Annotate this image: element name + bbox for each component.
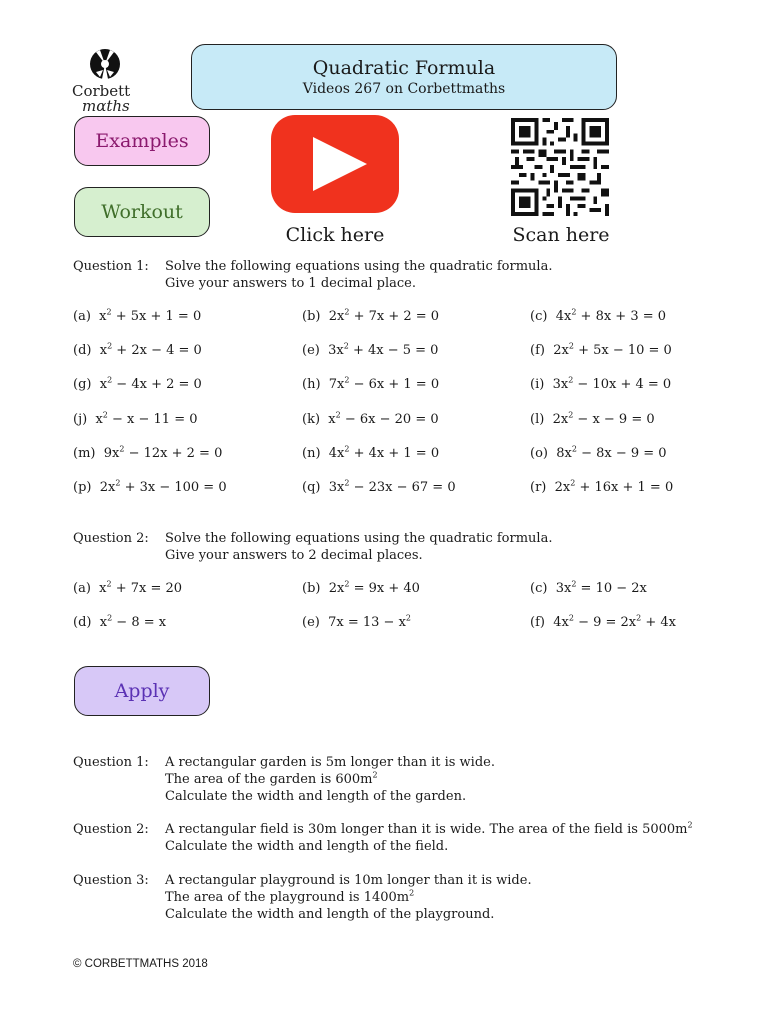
item-label: (h): [302, 377, 329, 393]
item-label: (b): [302, 581, 329, 596]
item-label: (l): [530, 411, 553, 427]
instruction-line: Give your answers to 2 decimal places.: [165, 548, 423, 563]
equation-item: (g) $x^2 - 4x + 2 = 0$: [73, 376, 202, 393]
question-label: Question 3:: [73, 873, 149, 888]
item-label: (b): [302, 309, 329, 324]
equation-item: (n) $4x^2 + 4x + 1 = 0$: [302, 444, 440, 461]
question-text: [165, 530, 552, 564]
equation-item: (h) $7x^2 - 6x + 1 = 0$: [302, 376, 440, 393]
corbettmaths-logo: [72, 48, 142, 114]
click-here-link[interactable]: Click here: [285, 224, 385, 246]
instruction-line: Solve the following equations using the quadratic formula.: [165, 259, 553, 274]
page-title: Quadratic Formula: [312, 57, 496, 79]
copyright-footer: © CORBETTMATHS 2018: [73, 958, 208, 970]
equation-item: (d) $x^2 - 8 = x$: [73, 613, 167, 631]
question-line: Calculate the width and length of the garden.: [165, 789, 467, 804]
title-box: [191, 44, 617, 110]
item-label: (q): [302, 480, 329, 495]
item-label: (a): [73, 581, 100, 596]
equation-item: (k) $x^2 - 6x - 20 = 0$: [302, 410, 439, 427]
question-label: Question 2:: [73, 531, 149, 546]
page-subtitle: Videos 267 on Corbettmaths: [302, 81, 506, 97]
instruction-line: Solve the following equations using the quadratic formula.: [165, 531, 553, 546]
item-label: (e): [302, 615, 329, 631]
qr-code-icon: [510, 118, 610, 216]
equation-item: (c) $4x^2 + 8x + 3 = 0$: [530, 307, 667, 324]
question-text: [165, 258, 552, 292]
question-line: Calculate the width and length of the playground.: [165, 907, 495, 922]
equation-item: (j) $x^2 - x - 11 = 0$: [73, 410, 198, 427]
question-line: A rectangular field is 30m longer than it is wide. The area of the field is $5000m^2$: [165, 820, 693, 837]
question-label: Question 2:: [73, 822, 149, 837]
workout-button[interactable]: Workout: [74, 187, 210, 237]
item-label: (j): [73, 411, 96, 427]
question-line: The area of the garden is $600m^2$: [165, 770, 378, 787]
question-text: [165, 872, 532, 923]
item-label: (e): [302, 343, 329, 359]
scan-here-label: Scan here: [512, 224, 610, 246]
equation-item: (b) $2x^2 = 9x + 40$: [302, 579, 420, 596]
equation-item: (d) $x^2 + 2x - 4 = 0$: [73, 341, 202, 359]
item-label: (a): [73, 309, 100, 324]
item-label: (g): [73, 377, 100, 393]
instruction-line: Give your answers to 1 decimal place.: [165, 276, 416, 291]
equation-item: (f) $2x^2 + 5x - 10 = 0$: [530, 341, 672, 359]
item-label: (i): [530, 377, 553, 393]
item-label: (d): [73, 615, 100, 631]
logo-text: Corbett: [72, 82, 131, 100]
item-label: (f): [530, 615, 554, 631]
apply-button[interactable]: Apply: [74, 666, 210, 716]
item-label: (c): [530, 581, 556, 596]
equation-item: (p) $2x^2 + 3x - 100 = 0$: [73, 478, 227, 495]
equation-item: (l) $2x^2 - x - 9 = 0$: [530, 410, 655, 427]
equation-item: (a) $x^2 + 7x = 20$: [73, 579, 183, 596]
equation-item: (e) $7x = 13 - x^2$: [302, 613, 411, 631]
equation-item: (f) $4x^2 - 9 = 2x^2 + 4x$: [530, 613, 676, 631]
item-label: (k): [302, 411, 329, 427]
item-label: (o): [530, 445, 557, 461]
item-label: (d): [73, 343, 100, 359]
logo-text-2: mαths: [82, 97, 130, 115]
equation-item: (o) $8x^2 - 8x - 9 = 0$: [530, 444, 667, 461]
question-line: A rectangular garden is 5m longer than it is wide.: [165, 755, 495, 770]
item-label: (p): [73, 480, 100, 495]
item-label: (c): [530, 309, 556, 324]
equation-item: (b) $2x^2 + 7x + 2 = 0$: [302, 307, 440, 324]
youtube-play-icon[interactable]: [271, 115, 399, 213]
equation-item: (a) $x^2 + 5x + 1 = 0$: [73, 307, 202, 324]
question-text: [165, 754, 495, 805]
item-label: (m): [73, 445, 104, 461]
equation-item: (q) $3x^2 - 23x - 67 = 0$: [302, 478, 456, 495]
examples-button[interactable]: Examples: [74, 116, 210, 166]
item-label: (n): [302, 445, 329, 461]
equation-item: (e) $3x^2 + 4x - 5 = 0$: [302, 341, 439, 359]
question-line: The area of the playground is $1400m^2$: [165, 888, 415, 905]
equation-item: (i) $3x^2 - 10x + 4 = 0$: [530, 376, 672, 393]
question-label: Question 1:: [73, 755, 149, 770]
equation-item: (c) $3x^2 = 10 - 2x$: [530, 579, 647, 596]
equation-item: (r) $2x^2 + 16x + 1 = 0$: [530, 478, 674, 495]
equation-item: (m) $9x^2 - 12x + 2 = 0$: [73, 444, 223, 461]
question-text: [165, 821, 693, 855]
question-line: A rectangular playground is 10m longer than it is wide.: [165, 873, 532, 888]
item-label: (f): [530, 343, 554, 359]
question-label: Question 1:: [73, 259, 149, 274]
item-label: (r): [530, 480, 555, 495]
question-line: Calculate the width and length of the field.: [165, 839, 449, 854]
